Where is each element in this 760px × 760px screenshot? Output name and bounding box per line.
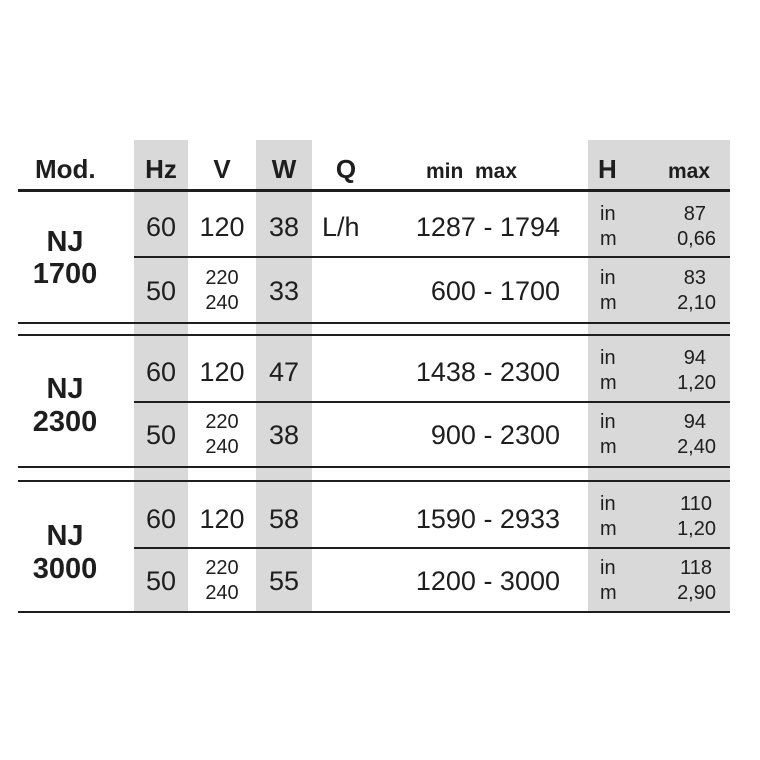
hz-value: 50 xyxy=(145,276,177,306)
voltage-value: 120 xyxy=(199,357,245,387)
header-max: max xyxy=(668,160,711,183)
group-rule-2a xyxy=(18,466,730,468)
head-unit-m: m xyxy=(600,292,617,314)
head-unit-in: in xyxy=(600,493,616,515)
head-max-m: 1,20 xyxy=(677,372,716,394)
flow-range: 1590 - 2933 xyxy=(415,504,560,534)
head-max-m: 2,90 xyxy=(677,582,716,604)
model-name-line1: NJ xyxy=(46,520,84,552)
head-unit-m: m xyxy=(600,228,617,250)
bottom-rule xyxy=(18,611,730,613)
head-unit-in: in xyxy=(600,203,616,225)
voltage-value: 120 xyxy=(199,212,245,242)
watt-value: 33 xyxy=(268,276,300,306)
q-unit: L/h xyxy=(322,212,360,242)
head-unit-m: m xyxy=(600,518,617,540)
head-max-m: 0,66 xyxy=(677,228,716,250)
group-rule-2b xyxy=(18,480,730,482)
head-max-in: 94 xyxy=(683,347,706,369)
row-divider-1 xyxy=(134,256,730,258)
group-rule-1b xyxy=(18,334,730,336)
voltage-value-alt: 240 xyxy=(205,436,239,458)
hz-value: 50 xyxy=(145,566,177,596)
hz-value: 60 xyxy=(145,357,177,387)
hz-value: 50 xyxy=(145,420,177,450)
head-unit-m: m xyxy=(600,372,617,394)
voltage-value: 220 xyxy=(205,267,239,289)
header-min-max: min max xyxy=(426,160,518,183)
head-unit-m: m xyxy=(600,436,617,458)
voltage-value: 220 xyxy=(205,411,239,433)
voltage-value-alt: 240 xyxy=(205,292,239,314)
row-divider-2 xyxy=(134,401,730,403)
voltage-value: 120 xyxy=(199,504,245,534)
head-max-in: 118 xyxy=(680,557,712,579)
voltage-value: 220 xyxy=(205,557,239,579)
header-v: V xyxy=(213,154,231,184)
head-max-in: 94 xyxy=(683,411,706,433)
flow-range: 1438 - 2300 xyxy=(415,357,560,387)
head-max-in: 87 xyxy=(683,203,706,225)
head-unit-in: in xyxy=(600,557,616,579)
head-max-m: 2,40 xyxy=(677,436,716,458)
head-max-m: 1,20 xyxy=(677,518,716,540)
flow-range: 900 - 2300 xyxy=(430,420,560,450)
head-max-m: 2,10 xyxy=(677,292,716,314)
row-divider-3 xyxy=(134,547,730,549)
watt-value: 38 xyxy=(268,420,300,450)
model-name-line2: 3000 xyxy=(32,553,98,585)
flow-range: 600 - 1700 xyxy=(430,276,560,306)
watt-value: 55 xyxy=(268,566,300,596)
header-rule xyxy=(18,189,730,192)
head-max-in: 83 xyxy=(683,267,706,289)
model-name-line2: 1700 xyxy=(32,258,98,290)
head-unit-m: m xyxy=(600,582,617,604)
watt-value: 58 xyxy=(268,504,300,534)
group-rule-1a xyxy=(18,322,730,324)
hz-value: 60 xyxy=(145,504,177,534)
head-max-in: 110 xyxy=(680,493,712,515)
head-unit-in: in xyxy=(600,267,616,289)
header-q: Q xyxy=(335,154,357,184)
flow-range: 1200 - 3000 xyxy=(415,566,560,596)
model-name-line1: NJ xyxy=(46,226,84,258)
hz-value: 60 xyxy=(145,212,177,242)
model-name-line1: NJ xyxy=(46,373,84,405)
header-w: W xyxy=(271,154,297,184)
voltage-value-alt: 240 xyxy=(205,582,239,604)
header-hz: Hz xyxy=(145,154,177,184)
watt-value: 38 xyxy=(268,212,300,242)
watt-value: 47 xyxy=(268,357,300,387)
head-unit-in: in xyxy=(600,411,616,433)
header-h: H xyxy=(598,154,617,184)
model-name-line2: 2300 xyxy=(32,406,98,438)
flow-range: 1287 - 1794 xyxy=(415,212,560,242)
header-model: Mod. xyxy=(35,154,96,184)
head-unit-in: in xyxy=(600,347,616,369)
